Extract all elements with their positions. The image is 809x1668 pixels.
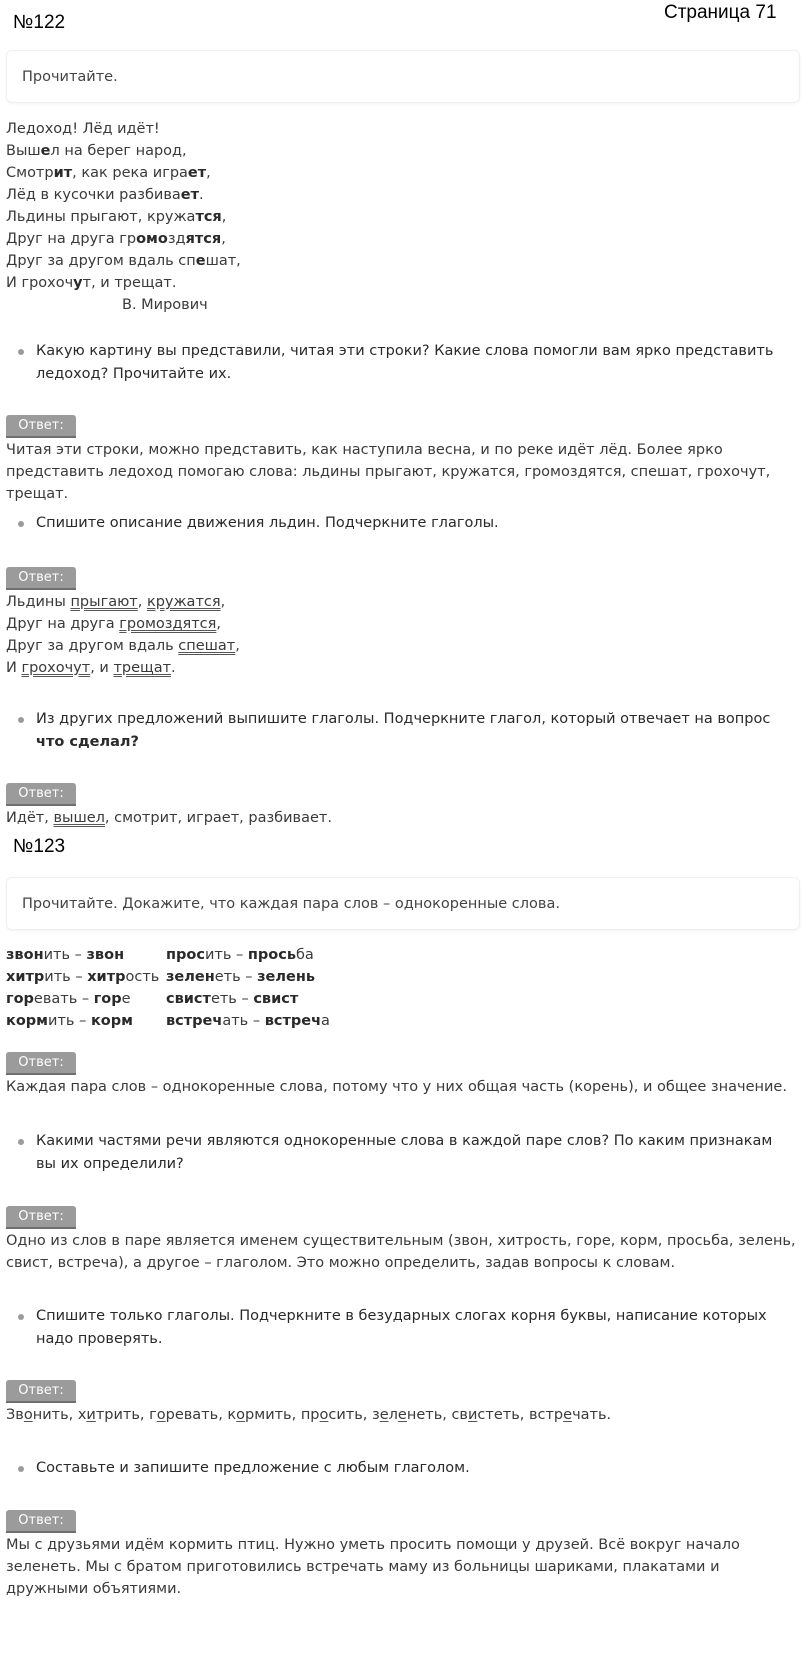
poem-line: Смотрит, как река играет, xyxy=(6,165,211,181)
answer-line: Друг на друга громоздятся, xyxy=(6,616,221,632)
poem-line: Ледоход! Лёд идёт! xyxy=(6,121,160,137)
answer-122-1: Читая эти строки, можно представить, как наступила весна, и по реке идёт лёд. Более ярко представить ледоход помогаю слова: льдины прыгают, кружатся, громоздятся, спешат, грохочут, трещат. xyxy=(6,442,771,502)
question-122-2: Спишите описание движения льдин. Подчеркните глаголы. xyxy=(36,512,776,535)
answer-line: Льдины прыгают, кружатся, xyxy=(6,594,226,610)
answer-badge: Ответ: xyxy=(6,1380,76,1401)
word-pairs xyxy=(6,944,330,1032)
poem-author: В. Мирович xyxy=(122,297,208,313)
question-122-3: Из других предложений выпишите глаголы. Подчеркните глагол, который отвечает на вопрос что сделал? xyxy=(36,708,776,754)
poem-line: Льдины прыгают, кружатся, xyxy=(6,209,227,225)
answer-line: Друг за другом вдаль спешат, xyxy=(6,638,240,654)
word-pair-row: кормить – корм встречать – встреча xyxy=(6,1013,330,1029)
exercise-number-123: №123 xyxy=(13,836,66,857)
word-pair-row: звонить – звон просить – просьба xyxy=(6,947,314,963)
question-123-1: Какими частями речи являются однокоренные слова в каждой паре слов? По каким признакам вы их определили? xyxy=(36,1130,776,1176)
task-box-123: Прочитайте. Докажите, что каждая пара слов – однокоренные слова. xyxy=(6,877,800,930)
answer-122-3: Идёт, вышел, смотрит, играет, разбивает. xyxy=(6,810,332,826)
poem-line: Друг на друга громоздятся, xyxy=(6,231,226,247)
answer-123-2: Одно из слов в паре является именем существительным (звон, хитрость, горе, корм, просьба, зелень, свист, встреча), а другое – глаголом. Это можно определить, задав вопросы к словам. xyxy=(6,1233,796,1271)
question-123-2: Спишите только глаголы. Подчеркните в безударных слогах корня буквы, написание которых надо проверять. xyxy=(36,1305,776,1351)
question-122-1: Какую картину вы представили, читая эти строки? Какие слова помогли вам ярко представить ледоход? Прочитайте их. xyxy=(36,340,776,386)
poem xyxy=(6,118,241,316)
page-label: Страница 71 xyxy=(664,2,777,23)
poem-line: Лёд в кусочки разбивает. xyxy=(6,187,204,203)
word-pair-row: горевать – горе свистеть – свист xyxy=(6,991,299,1007)
task-box-122: Прочитайте. xyxy=(6,50,800,103)
answer-badge: Ответ: xyxy=(6,415,76,436)
answer-badge: Ответ: xyxy=(6,1052,76,1073)
exercise-number-122: №122 xyxy=(13,12,66,33)
poem-line: И грохочут, и трещат. xyxy=(6,275,177,291)
poem-line: Вышел на берег народ, xyxy=(6,143,187,159)
answer-123-4: Мы с друзьями идём кормить птиц. Нужно уметь просить помощи у друзей. Всё вокруг начало зеленеть. Мы с братом приготовились встречать маму из больницы шариками, плакатами и дружными объятиями. xyxy=(6,1537,740,1597)
answer-badge: Ответ: xyxy=(6,1510,76,1531)
answer-123-1: Каждая пара слов – однокоренные слова, потому что у них общая часть (корень), и общее значение. xyxy=(6,1079,787,1095)
word-pair-row: хитрить – хитрость зеленеть – зелень xyxy=(6,969,316,985)
answer-line: И грохочут, и трещат. xyxy=(6,660,176,676)
poem-line: Друг за другом вдаль спешат, xyxy=(6,253,241,269)
answer-badge: Ответ: xyxy=(6,1206,76,1227)
answer-badge: Ответ: xyxy=(6,783,76,804)
answer-badge: Ответ: xyxy=(6,567,76,588)
answer-123-3: Звонить, хитрить, горевать, кормить, просить, зеленеть, свистеть, встречать. xyxy=(6,1407,612,1423)
question-123-3: Составьте и запишите предложение с любым глаголом. xyxy=(36,1457,776,1480)
answer-122-2 xyxy=(6,591,240,679)
